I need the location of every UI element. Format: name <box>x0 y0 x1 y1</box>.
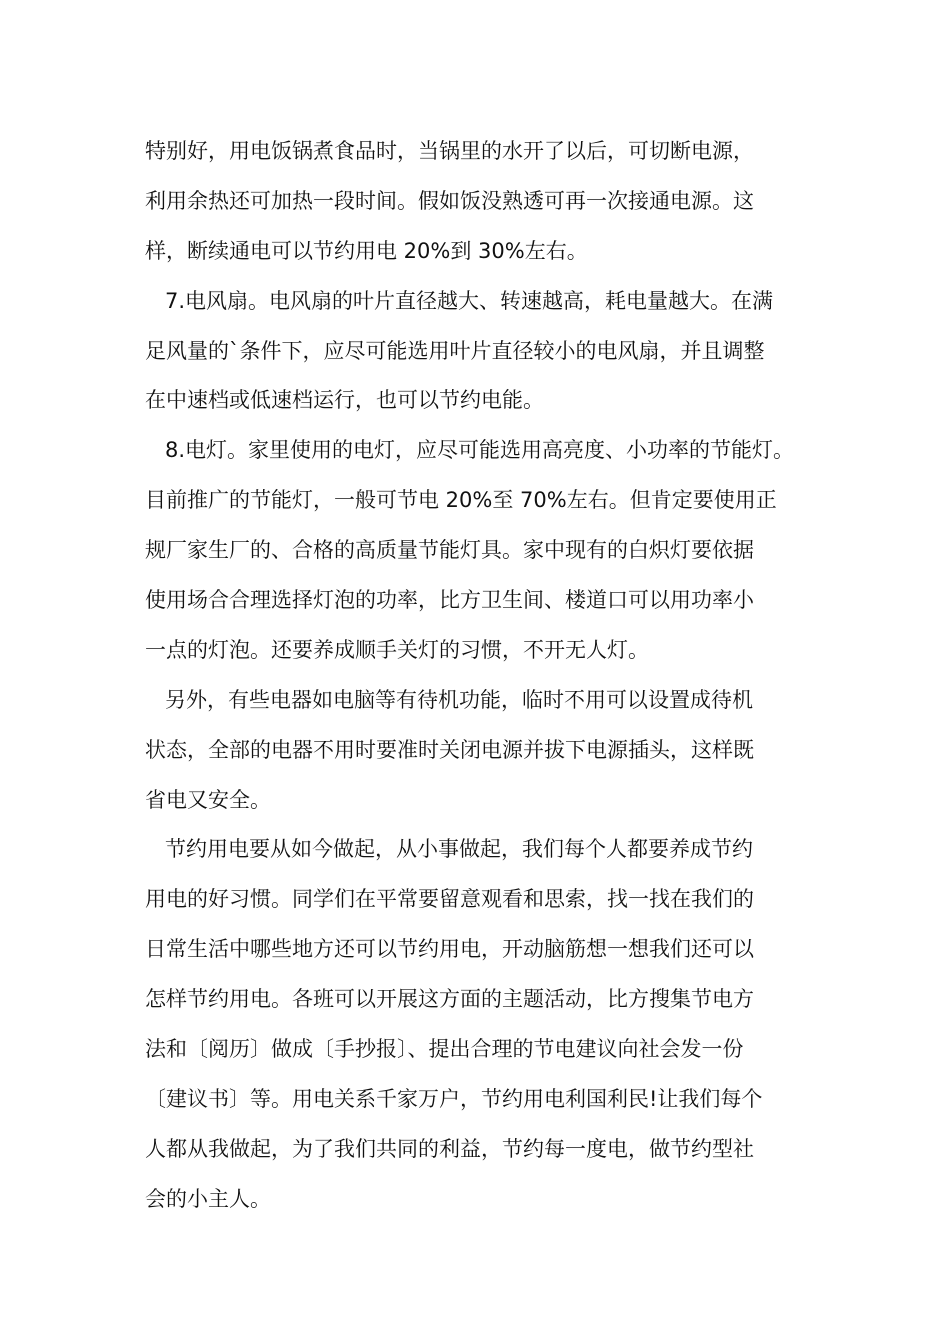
text-line: 人都从我做起，为了我们共同的利益，节约每一度电，做节约型社 <box>145 1136 754 1161</box>
text-line: 状态，全部的电器不用时要准时关闭电源并拔下电源插头，这样既 <box>145 737 754 762</box>
text-line: 省电又安全。 <box>145 787 271 812</box>
text-line: 使用场合合理选择灯泡的功率，比方卫生间、楼道口可以用功率小 <box>145 588 754 613</box>
text-line: 目前推广的节能灯，一般可节电 20%至 70%左右。但肯定要使用正 <box>145 488 777 513</box>
text-line: 〔建议书〕等。用电关系千家万户，节约用电利国利民!让我们每个 <box>145 1086 763 1111</box>
text-line: 怎样节约用电。各班可以开展这方面的主题活动，比方搜集节电方 <box>145 987 754 1012</box>
text-line: 会的小主人。 <box>145 1186 271 1211</box>
text-line: 一点的灯泡。还要养成顺手关灯的习惯，不开无人灯。 <box>145 637 649 662</box>
text-line: 用电的好习惯。同学们在平常要留意观看和思索，找一找在我们的 <box>145 887 754 912</box>
text-line: 日常生活中哪些地方还可以节约用电，开动脑筋想一想我们还可以 <box>145 937 754 962</box>
text-line: 利用余热还可加热一段时间。假如饭没熟透可再一次接通电源。这 <box>145 188 754 213</box>
text-line: 在中速档或低速档运行，也可以节约电能。 <box>145 388 544 413</box>
text-line: 8.电灯。家里使用的电灯，应尽可能选用高亮度、小功率的节能灯。 <box>165 438 795 463</box>
text-line: 7.电风扇。电风扇的叶片直径越大、转速越高，耗电量越大。在满 <box>165 288 774 313</box>
text-line: 足风量的`条件下，应尽可能选用叶片直径较小的电风扇，并且调整 <box>145 338 765 363</box>
text-line: 特别好，用电饭锅煮食品时，当锅里的水开了以后，可切断电源， <box>145 139 754 163</box>
text-line: 样，断续通电可以节约用电 20%到 30%左右。 <box>145 238 588 263</box>
text-line: 节约用电要从如今做起，从小事做起，我们每个人都要养成节约 <box>165 837 753 862</box>
body-text <box>145 127 825 1225</box>
text-line: 规厂家生厂的、合格的高质量节能灯具。家中现有的白炽灯要依据 <box>145 538 754 563</box>
text-line: 法和〔阅历〕做成〔手抄报〕、提出合理的节电建议向社会发一份 <box>145 1037 744 1062</box>
text-line: 另外，有些电器如电脑等有待机功能，临时不用可以设置成待机 <box>165 687 753 712</box>
